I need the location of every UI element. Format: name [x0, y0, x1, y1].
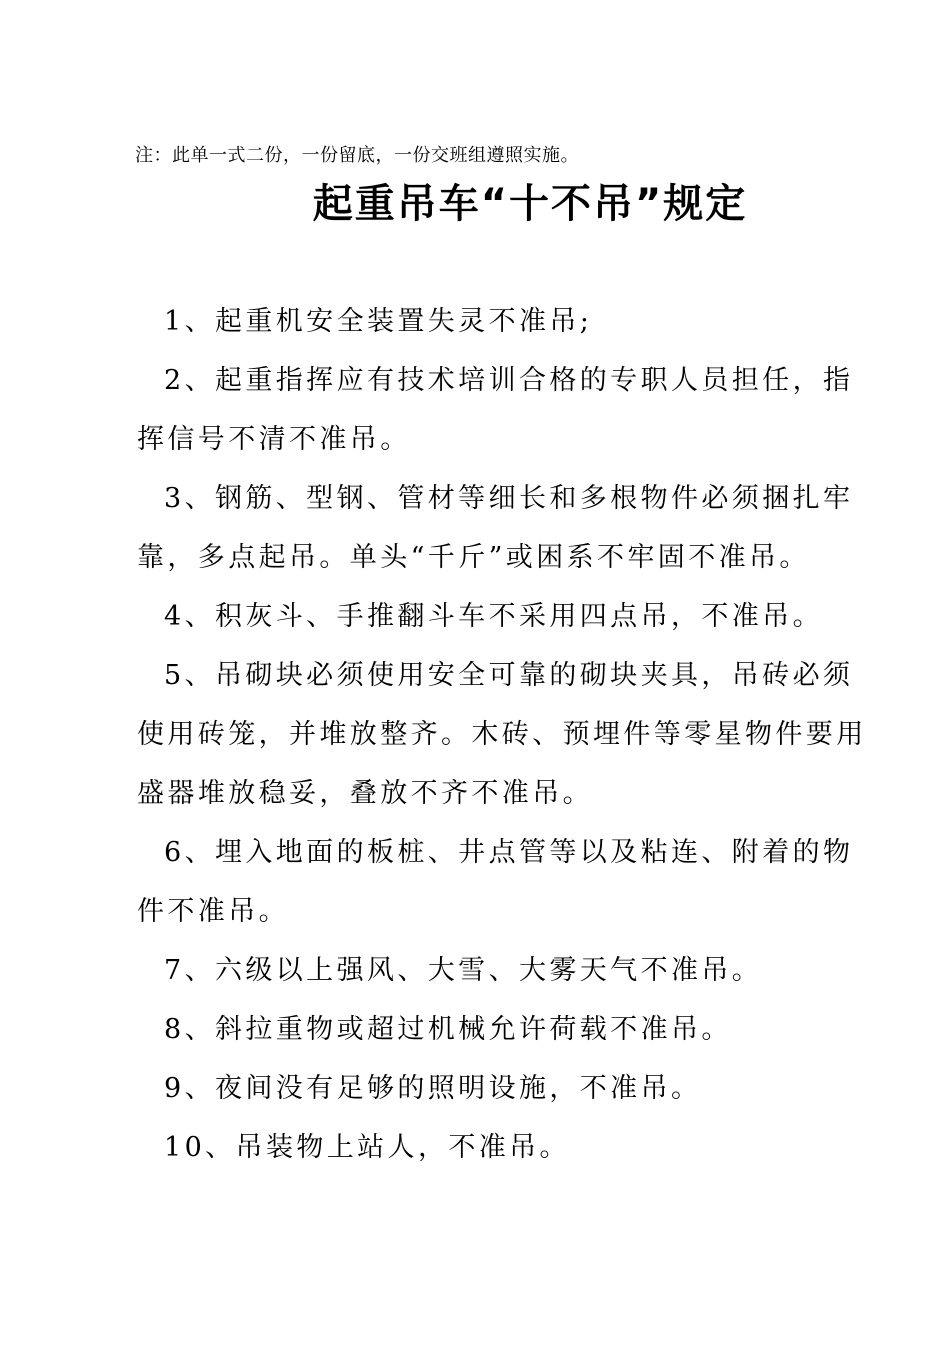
rule-item-10: 10、吊装物上站人，不准吊。 — [164, 1132, 570, 1163]
rule-item-6: 6、埋入地面的板桩、井点管等以及粘连、附着的物件不准吊。 — [137, 837, 854, 927]
document-title: 起重吊车“十不吊”规定 — [312, 181, 748, 227]
rule-item-3: 3、钢筋、型钢、管材等细长和多根物件必须捆扎牢靠，多点起吊。单头“千斤”或困系不牢固不准吊。 — [137, 483, 854, 573]
rule-item-7: 7、六级以上强风、大雪、大雾天气不准吊。 — [164, 955, 763, 986]
rule-item-5: 5、吊砌块必须使用安全可靠的砌块夹具，吊砖必须使用砖笼，并堆放整齐。木砖、预埋件等零星物件要用盛器堆放稳妥，叠放不齐不准吊。 — [137, 660, 867, 809]
rule-item-2: 2、起重指挥应有技术培训合格的专职人员担任，指挥信号不清不准吊。 — [137, 365, 854, 455]
rules-list — [137, 292, 872, 1177]
rule-item-1: 1、起重机安全装置失灵不准吊; — [164, 306, 593, 337]
document-note: 注：此单一式二份，一份留底，一份交班组遵照实施。 — [135, 145, 579, 166]
rule-item-4: 4、积灰斗、手推翻斗车不采用四点吊，不准吊。 — [164, 601, 823, 632]
rule-item-9: 9、夜间没有足够的照明设施，不准吊。 — [164, 1073, 702, 1104]
rule-item-8: 8、斜拉重物或超过机械允许荷载不准吊。 — [164, 1014, 732, 1045]
